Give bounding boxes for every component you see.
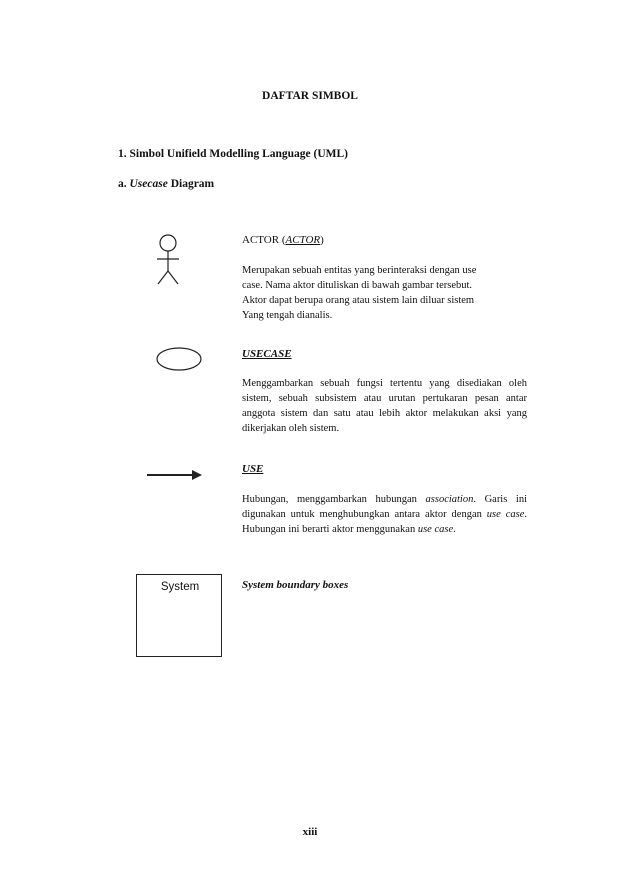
use-desc-part: Hubungan, menggambarkan hubungan (242, 494, 426, 505)
usecase-ellipse-icon (154, 344, 204, 374)
subsection-italic: Usecase (129, 178, 168, 190)
page-title: DAFTAR SIMBOL (262, 90, 358, 102)
system-box-label: System (160, 581, 200, 593)
actor-description (242, 263, 527, 323)
actor-desc-line: Yang tengah dianalis. (242, 310, 333, 321)
actor-desc-line: case. Nama aktor dituliskan di bawah gambar tersebut. (242, 280, 473, 291)
use-desc-part: . Garis ini digunakan untuk menghubungkan antara aktor dengan (242, 494, 527, 520)
actor-title-italic: ACTOR (285, 234, 321, 246)
usecase-description: Menggambarkan sebuah fungsi tertentu yang disediakan oleh sistem, sebuah subsistem atau urutan pertukaran pesan antar anggota sistem dan satu atau lebih aktor melakukan aksi yang dikerjakan oleh sistem. (242, 378, 527, 434)
usecase-title-text: USECASE (242, 348, 292, 360)
system-boundary-title: System boundary boxes (242, 579, 349, 591)
page-number: xiii (302, 826, 318, 838)
use-description (242, 492, 527, 537)
use-desc-part: . Hubungan ini berarti aktor menggunakan (242, 509, 528, 535)
actor-title-suffix: ) (320, 234, 324, 246)
subsection-suffix: Diagram (170, 178, 215, 190)
use-title (242, 463, 263, 475)
section-heading: 1. Simbol Unifield Modelling Language (UML) (118, 148, 349, 160)
use-title-text: USE (242, 463, 264, 475)
actor-title-prefix: ACTOR ( (242, 234, 286, 246)
use-desc-part: . (453, 524, 456, 535)
use-arrow-icon (146, 468, 206, 482)
system-boundary-box (136, 574, 222, 657)
use-desc-italic: use case (417, 524, 454, 535)
subsection-prefix: a. (118, 178, 127, 190)
actor-stick-figure-icon (150, 233, 190, 288)
actor-desc-line: Merupakan sebuah entitas yang berinteraksi dengan use (242, 265, 477, 276)
actor-title (242, 234, 324, 246)
usecase-title (242, 348, 292, 360)
use-desc-italic: use case (486, 509, 525, 520)
actor-desc-line: Aktor dapat berupa orang atau sistem lain diluar sistem (242, 295, 475, 306)
subsection-heading (118, 178, 214, 190)
use-desc-italic: association (425, 494, 474, 505)
